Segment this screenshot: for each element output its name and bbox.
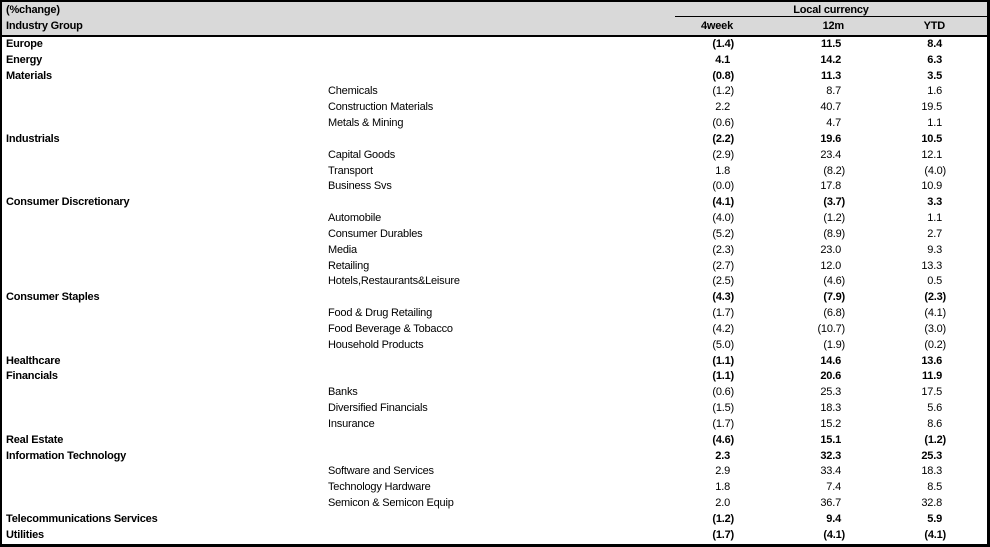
- table-row: [2, 496, 987, 512]
- value-ytd: 19.5: [921, 101, 942, 114]
- value-12m: 40.7: [820, 101, 841, 114]
- value-ytd: (1.2): [924, 433, 946, 446]
- sector-label: Utilities: [6, 528, 44, 541]
- empty-sector-cell: [2, 385, 328, 401]
- sector-label: Energy: [6, 53, 43, 66]
- table-row: [2, 338, 987, 354]
- empty-sector-cell: [2, 148, 328, 164]
- empty-sector-cell: [2, 417, 328, 433]
- value-ytd: 32.8: [921, 497, 942, 510]
- table-row: [2, 84, 987, 100]
- percent-change-label: (%change): [6, 4, 60, 16]
- column-header-12m: 12m: [822, 20, 844, 32]
- subgroup-label: Media: [328, 243, 357, 256]
- empty-subgroup-cell: [328, 449, 632, 465]
- table-row: [2, 401, 987, 417]
- empty-sector-cell: [2, 274, 328, 290]
- value-ytd: (4.0): [924, 164, 946, 177]
- value-12m: 9.4: [826, 512, 841, 525]
- value-4week: (1.1): [712, 354, 734, 367]
- value-ytd: 12.1: [921, 148, 942, 161]
- table-row: [2, 274, 987, 290]
- value-12m: (6.8): [823, 307, 845, 320]
- empty-sector-cell: [2, 164, 328, 180]
- row-spacer: [950, 385, 987, 401]
- table-row: [2, 354, 987, 370]
- table-row: [2, 322, 987, 338]
- subgroup-label: Banks: [328, 386, 358, 399]
- value-12m: (8.2): [823, 164, 845, 177]
- table-row: [2, 179, 987, 195]
- subgroup-label: Technology Hardware: [328, 481, 431, 494]
- value-12m: 36.7: [820, 497, 841, 510]
- empty-subgroup-cell: [328, 69, 632, 85]
- table-row: [2, 116, 987, 132]
- value-12m: 23.0: [820, 243, 841, 256]
- row-spacer: [950, 512, 987, 528]
- sector-label: Financials: [6, 370, 58, 383]
- empty-sector-cell: [2, 116, 328, 132]
- value-4week: 2.9: [715, 465, 730, 478]
- value-4week: (1.7): [712, 307, 734, 320]
- value-12m: 12.0: [820, 259, 841, 272]
- value-ytd: 1.6: [927, 85, 942, 98]
- table-row: [2, 369, 987, 385]
- empty-sector-cell: [2, 338, 328, 354]
- value-4week: (4.2): [712, 322, 734, 335]
- table-header: [2, 2, 987, 37]
- value-12m: 15.2: [820, 417, 841, 430]
- empty-sector-cell: [2, 480, 328, 496]
- sector-label: Consumer Staples: [6, 291, 100, 304]
- subgroup-label: Hotels,Restaurants&Leisure: [328, 275, 460, 288]
- row-spacer: [950, 195, 987, 211]
- value-ytd: (3.0): [924, 322, 946, 335]
- local-currency-group-header: Local currency: [675, 2, 987, 17]
- value-4week: (2.2): [712, 132, 734, 145]
- value-4week: 2.2: [715, 101, 730, 114]
- sector-label: Materials: [6, 69, 52, 82]
- value-4week: (5.0): [712, 338, 734, 351]
- row-spacer: [950, 100, 987, 116]
- value-ytd: 8.6: [927, 417, 942, 430]
- subgroup-label: Business Svs: [328, 180, 392, 193]
- value-4week: (1.2): [712, 512, 734, 525]
- value-12m: 33.4: [820, 465, 841, 478]
- row-spacer: [950, 433, 987, 449]
- subgroup-label: Food Beverage & Tobacco: [328, 322, 453, 335]
- value-4week: 2.3: [715, 449, 730, 462]
- row-spacer: [950, 69, 987, 85]
- value-12m: (1.2): [823, 212, 845, 225]
- table-row: [2, 195, 987, 211]
- value-12m: (10.7): [817, 322, 845, 335]
- row-spacer: [950, 449, 987, 465]
- value-12m: 14.2: [820, 53, 841, 66]
- subgroup-label: Metals & Mining: [328, 117, 404, 130]
- row-spacer: [950, 306, 987, 322]
- empty-subgroup-cell: [328, 528, 632, 544]
- table-row: [2, 132, 987, 148]
- value-4week: (0.6): [712, 386, 734, 399]
- sector-label: Healthcare: [6, 354, 61, 367]
- value-ytd: 13.6: [921, 354, 942, 367]
- row-spacer: [950, 37, 987, 53]
- table-row: [2, 148, 987, 164]
- value-12m: (7.9): [823, 291, 845, 304]
- row-spacer: [950, 322, 987, 338]
- row-spacer: [950, 338, 987, 354]
- table-row: [2, 417, 987, 433]
- value-12m: 23.4: [820, 148, 841, 161]
- sector-label: Telecommunications Services: [6, 512, 158, 525]
- subgroup-label: Transport: [328, 164, 373, 177]
- table-row: [2, 449, 987, 465]
- value-12m: (4.1): [823, 528, 845, 541]
- value-12m: 32.3: [820, 449, 841, 462]
- value-4week: (2.5): [712, 275, 734, 288]
- table-row: [2, 464, 987, 480]
- row-spacer: [950, 132, 987, 148]
- row-spacer: [950, 211, 987, 227]
- value-12m: 20.6: [820, 370, 841, 383]
- row-spacer: [950, 274, 987, 290]
- value-12m: 11.5: [820, 38, 841, 50]
- table-row: [2, 480, 987, 496]
- value-ytd: 2.7: [927, 227, 942, 240]
- table-row: [2, 227, 987, 243]
- value-ytd: 5.9: [927, 512, 942, 525]
- value-12m: 18.3: [820, 402, 841, 415]
- value-4week: (1.2): [712, 85, 734, 98]
- sector-label: Information Technology: [6, 449, 127, 462]
- value-12m: 11.3: [820, 69, 841, 82]
- value-ytd: 0.5: [927, 275, 942, 288]
- value-12m: 8.7: [826, 85, 841, 98]
- subgroup-label: Diversified Financials: [328, 402, 428, 415]
- subgroup-label: Household Products: [328, 338, 424, 351]
- empty-sector-cell: [2, 211, 328, 227]
- industry-group-header: Industry Group: [6, 20, 83, 32]
- value-4week: (2.7): [712, 259, 734, 272]
- value-4week: (1.5): [712, 402, 734, 415]
- empty-sector-cell: [2, 322, 328, 338]
- subgroup-label: Chemicals: [328, 85, 378, 98]
- table-row: [2, 512, 987, 528]
- subgroup-label: Automobile: [328, 212, 382, 225]
- row-spacer: [950, 528, 987, 544]
- row-spacer: [950, 496, 987, 512]
- row-spacer: [950, 84, 987, 100]
- value-4week: (1.1): [712, 370, 734, 383]
- value-4week: 2.0: [715, 497, 730, 510]
- value-12m: 4.7: [826, 117, 841, 130]
- empty-subgroup-cell: [328, 37, 632, 53]
- column-header-row: [2, 18, 987, 35]
- value-ytd: 25.3: [921, 449, 942, 462]
- empty-sector-cell: [2, 306, 328, 322]
- table-row: [2, 69, 987, 85]
- header-spacer: [950, 18, 987, 35]
- table-row: [2, 433, 987, 449]
- row-spacer: [950, 417, 987, 433]
- row-spacer: [950, 148, 987, 164]
- value-12m: (8.9): [823, 227, 845, 240]
- value-4week: (0.6): [712, 117, 734, 130]
- row-spacer: [950, 179, 987, 195]
- row-spacer: [950, 480, 987, 496]
- row-spacer: [950, 116, 987, 132]
- value-4week: (4.6): [712, 433, 734, 446]
- value-ytd: 8.5: [927, 481, 942, 494]
- value-4week: 1.8: [715, 481, 730, 494]
- value-4week: (0.8): [712, 69, 734, 82]
- row-spacer: [950, 243, 987, 259]
- table-row: [2, 385, 987, 401]
- sector-label: Industrials: [6, 132, 60, 145]
- subgroup-label: Construction Materials: [328, 101, 434, 114]
- value-4week: (1.7): [712, 528, 734, 541]
- value-ytd: 3.3: [927, 196, 942, 209]
- empty-subgroup-cell: [328, 354, 632, 370]
- value-12m: (1.9): [823, 338, 845, 351]
- subgroup-label: Software and Services: [328, 465, 434, 478]
- value-4week: (2.9): [712, 148, 734, 161]
- value-12m: 19.6: [820, 132, 841, 145]
- table-row: [2, 37, 987, 53]
- value-4week: (2.3): [712, 243, 734, 256]
- row-spacer: [950, 464, 987, 480]
- value-ytd: (0.2): [924, 338, 946, 351]
- empty-subgroup-cell: [328, 53, 632, 69]
- value-12m: 14.6: [820, 354, 841, 367]
- sector-label: Consumer Discretionary: [6, 196, 130, 209]
- empty-sector-cell: [2, 464, 328, 480]
- value-ytd: 9.3: [927, 243, 942, 256]
- empty-subgroup-cell: [328, 512, 632, 528]
- empty-sector-cell: [2, 84, 328, 100]
- value-ytd: 17.5: [921, 386, 942, 399]
- empty-subgroup-cell: [328, 433, 632, 449]
- value-4week: 1.8: [715, 164, 730, 177]
- value-12m: 25.3: [820, 386, 841, 399]
- value-4week: 4.1: [715, 53, 730, 66]
- empty-subgroup-cell: [328, 132, 632, 148]
- column-header-ytd: YTD: [923, 20, 945, 32]
- row-spacer: [950, 259, 987, 275]
- value-ytd: 1.1: [927, 212, 942, 225]
- subgroup-label: Retailing: [328, 259, 370, 272]
- empty-sector-cell: [2, 496, 328, 512]
- value-12m: 17.8: [820, 180, 841, 193]
- empty-sector-cell: [2, 227, 328, 243]
- empty-sector-cell: [2, 100, 328, 116]
- value-4week: (1.7): [712, 417, 734, 430]
- table-row: [2, 528, 987, 544]
- row-spacer: [950, 401, 987, 417]
- value-ytd: 8.4: [927, 38, 942, 50]
- subgroup-label: Food & Drug Retailing: [328, 307, 433, 320]
- empty-sector-cell: [2, 401, 328, 417]
- value-4week: (1.4): [712, 38, 734, 50]
- value-12m: 15.1: [820, 433, 841, 446]
- value-ytd: 10.9: [921, 180, 942, 193]
- subgroup-label: Capital Goods: [328, 148, 396, 161]
- value-4week: (4.0): [712, 212, 734, 225]
- column-header-4week: 4week: [700, 20, 733, 32]
- value-ytd: 1.1: [927, 117, 942, 130]
- row-spacer: [950, 227, 987, 243]
- table-row: [2, 53, 987, 69]
- value-ytd: 5.6: [927, 402, 942, 415]
- value-12m: (4.6): [823, 275, 845, 288]
- value-ytd: 13.3: [921, 259, 942, 272]
- value-12m: (3.7): [823, 196, 845, 209]
- empty-sector-cell: [2, 243, 328, 259]
- value-ytd: 10.5: [921, 132, 942, 145]
- table-row: [2, 306, 987, 322]
- empty-subgroup-cell: [328, 290, 632, 306]
- empty-sector-cell: [2, 259, 328, 275]
- value-12m: 7.4: [826, 481, 841, 494]
- value-ytd: 3.5: [927, 69, 942, 82]
- empty-header-cell: [328, 18, 632, 35]
- value-ytd: 18.3: [921, 465, 942, 478]
- subgroup-label: Consumer Durables: [328, 227, 423, 240]
- value-ytd: 11.9: [921, 370, 942, 383]
- row-spacer: [950, 53, 987, 69]
- row-spacer: [950, 369, 987, 385]
- value-ytd: (4.1): [924, 528, 946, 541]
- subgroup-label: Insurance: [328, 417, 375, 430]
- empty-subgroup-cell: [328, 195, 632, 211]
- value-ytd: (2.3): [924, 291, 946, 304]
- table-row: [2, 290, 987, 306]
- empty-sector-cell: [2, 179, 328, 195]
- value-ytd: 6.3: [927, 53, 942, 66]
- row-spacer: [950, 164, 987, 180]
- table-row: [2, 211, 987, 227]
- table-row: [2, 243, 987, 259]
- value-4week: (4.1): [712, 196, 734, 209]
- empty-subgroup-cell: [328, 369, 632, 385]
- row-spacer: [950, 354, 987, 370]
- sector-label: Real Estate: [6, 433, 64, 446]
- table-row: [2, 259, 987, 275]
- sector-label: Europe: [6, 38, 43, 50]
- table-body: [2, 37, 987, 544]
- row-spacer: [950, 290, 987, 306]
- table-row: [2, 164, 987, 180]
- subgroup-label: Semicon & Semicon Equip: [328, 497, 454, 510]
- value-4week: (5.2): [712, 227, 734, 240]
- table-row: [2, 100, 987, 116]
- value-ytd: (4.1): [924, 307, 946, 320]
- value-4week: (0.0): [712, 180, 734, 193]
- value-4week: (4.3): [712, 291, 734, 304]
